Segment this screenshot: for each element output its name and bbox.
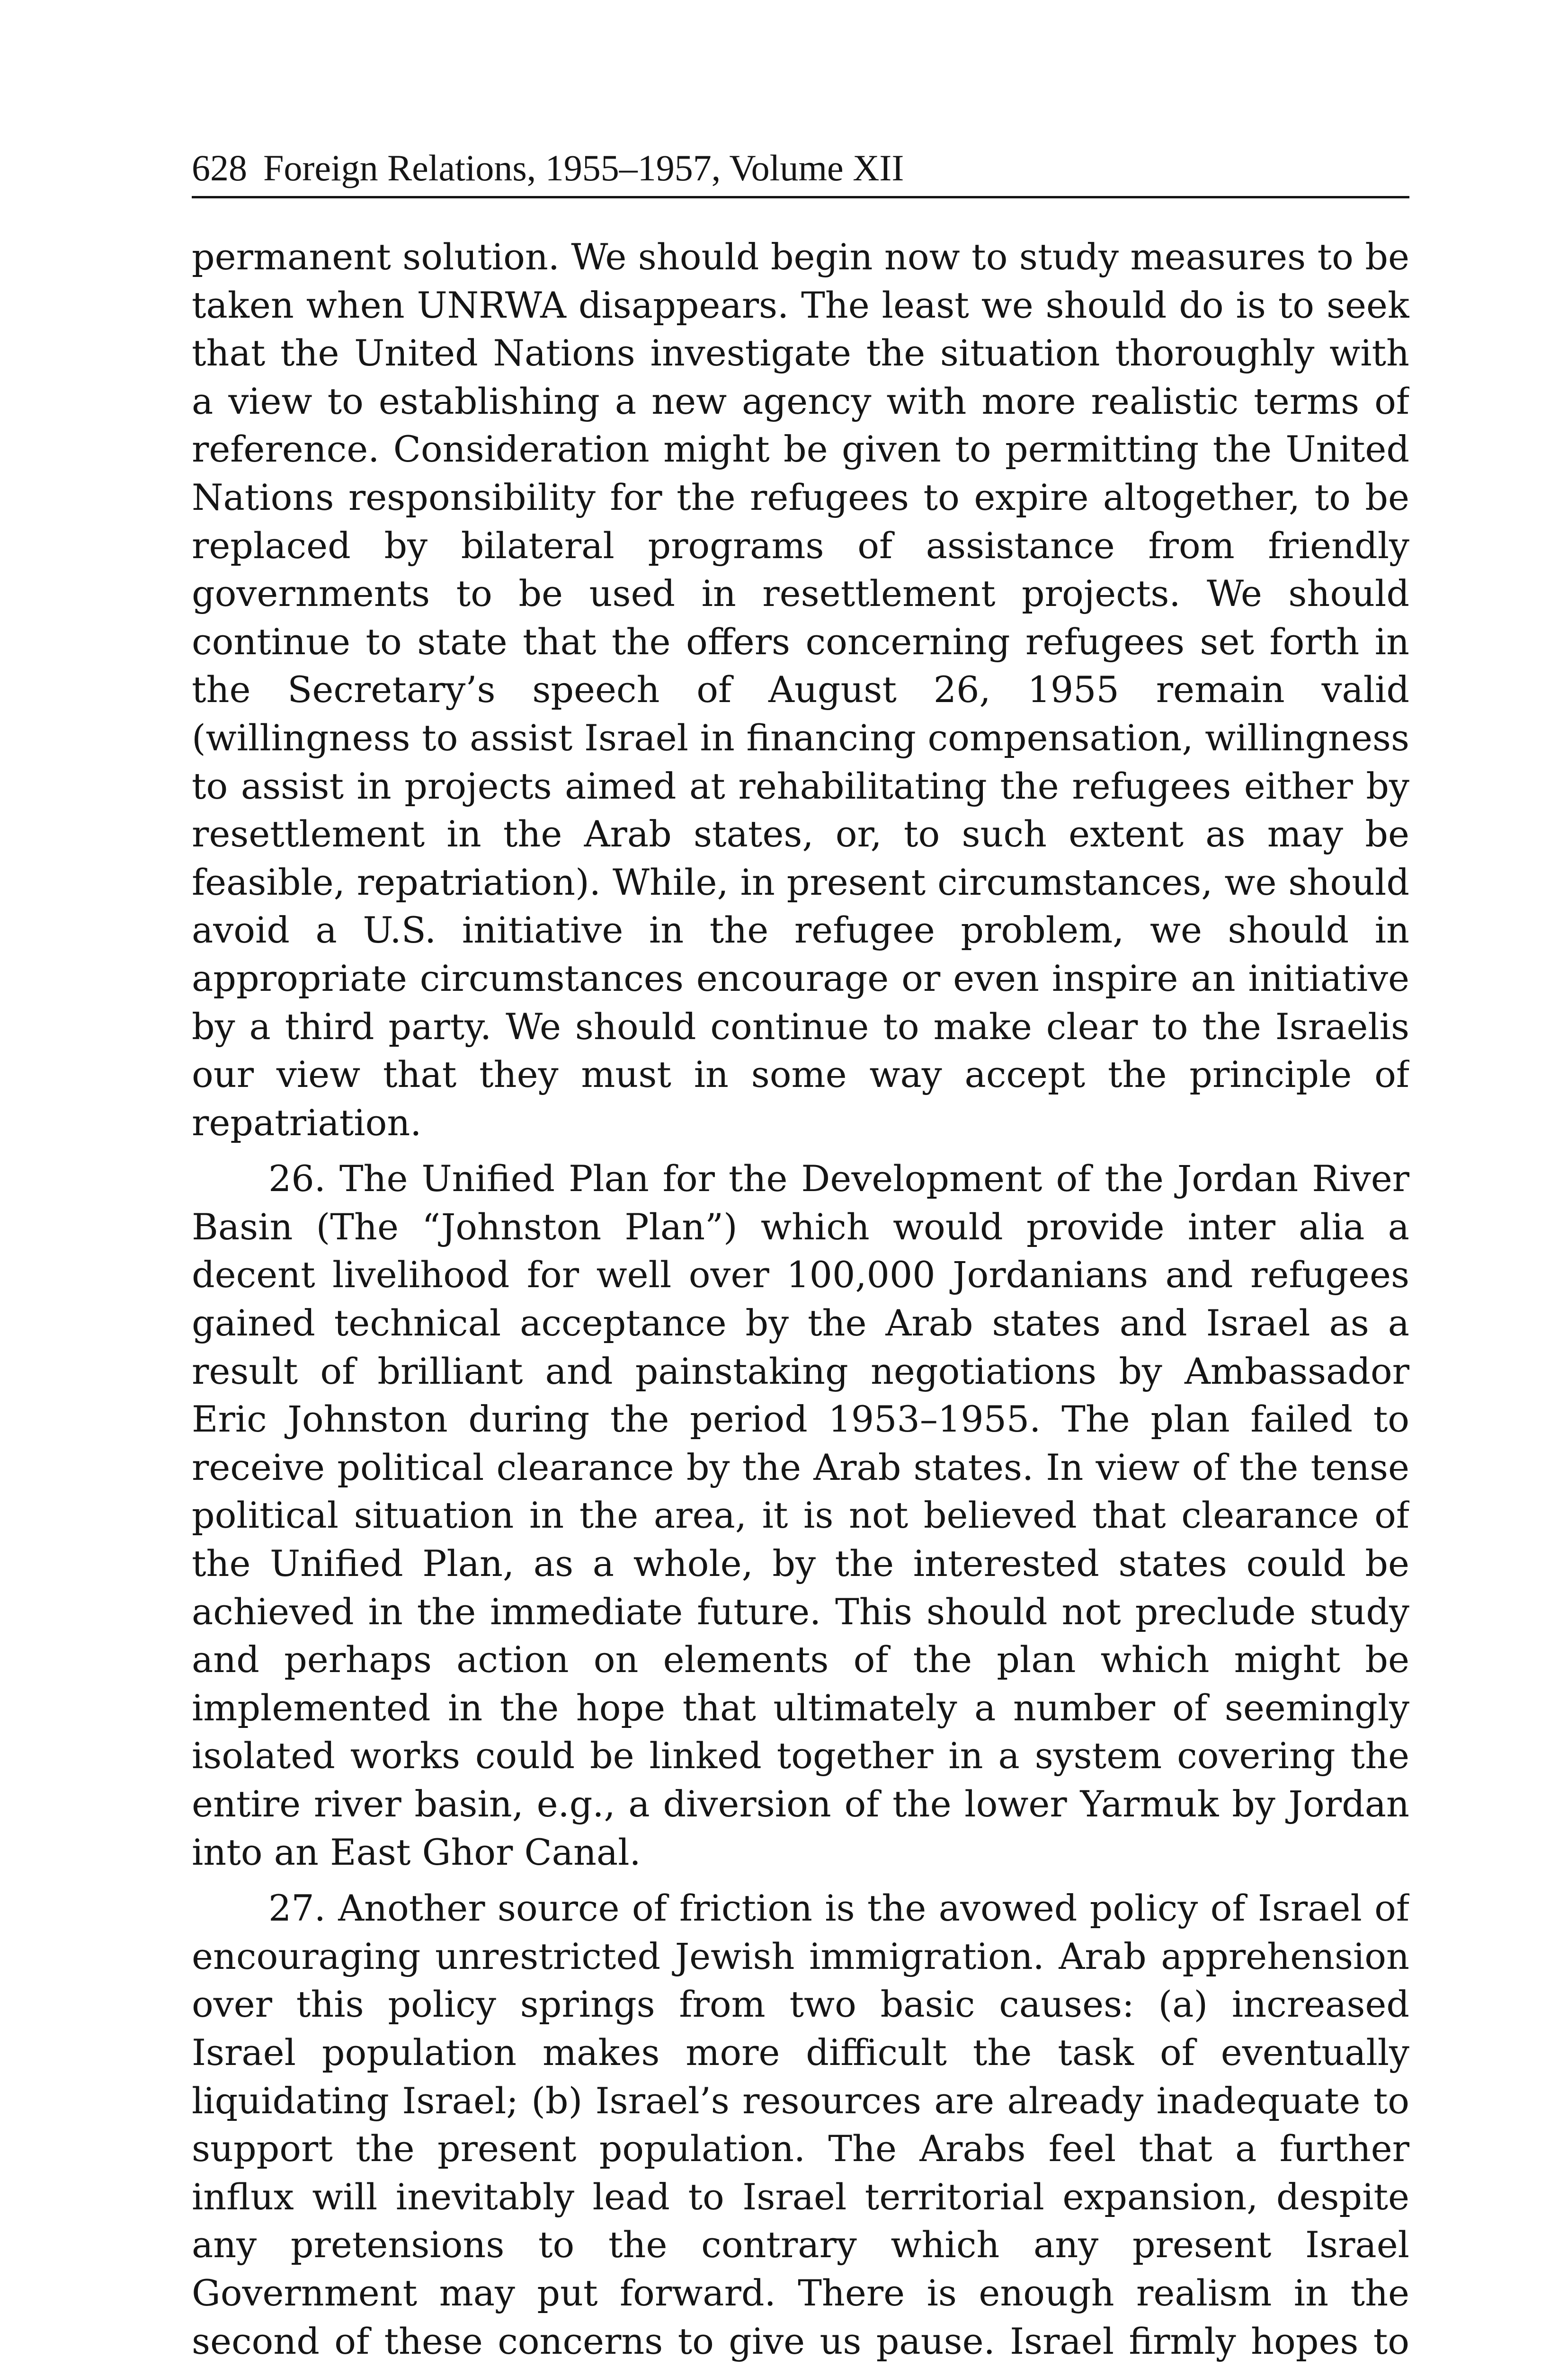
paragraph-26 (192, 1155, 1409, 1876)
running-header (192, 144, 1409, 198)
paragraph-text: 26. The Unified Plan for the Development of the Jordan River Basin (The “Johnston Plan”) which would provide inter alia a decent livelihood for well over 100,000 Jordanians and refugees gained technical acceptance by the Arab states and Israel as a result of brilliant and painstaking negotiations by Ambassador Eric Johnston during the period 1953–1955. The plan failed to receive political clearance by the Arab states. In view of the tense political situation in the area, it is not believed that clearance of the Unified Plan, as a whole, by the interested states could be achieved in the immediate future. This should not preclude study and perhaps action on elements of the plan which might be implemented in the hope that ultimately a number of seemingly isolated works could be linked together in a system covering the entire river basin, e.g., a diversion of the lower Yarmuk by Jordan into an East Ghor Canal. (192, 1157, 1409, 1873)
body-text (192, 233, 1409, 2367)
paragraph-27 (192, 1884, 1409, 2367)
paragraph-continued (192, 233, 1409, 1147)
paragraph-text: permanent solution. We should begin now to study measures to be taken when UNRWA disappears. The least we should do is to seek that the United Nations investigate the situation thoroughly with a view to establishing a new agency with more realistic terms of reference. Consideration might be given to permitting the United Nations responsibility for the refugees to expire altogether, to be replaced by bilateral programs of assistance from friendly governments to be used in resettlement projects. We should continue to state that the offers concerning refugees set forth in the Secretary’s speech of August 26, 1955 remain valid (willingness to assist Israel in financing compensation, willingness to assist in projects aimed at rehabilitating the refugees either by resettlement in the Arab states, or, to such extent as may be feasible, repatriation). While, in present circumstances, we should avoid a U.S. initiative in the refugee problem, we should in appropriate circumstances encourage or even inspire an initiative by a third party. We should continue to make clear to the Israelis our view that they must in some way accept the principle of repatriation. (192, 236, 1409, 1144)
volume-title: Foreign Relations, 1955–1957, Volume XII (263, 147, 904, 188)
page-number: 628 (192, 147, 247, 188)
paragraph-text: 27. Another source of friction is the avowed policy of Israel of encouraging unrestricted Jewish immigration. Arab apprehension over this policy springs from two basic causes: (a) increased Israel population makes more difficult the task of eventually liquidating Israel; (b) Israel’s resources are already inadequate to support the present population. The Arabs feel that a further influx will inevitably lead to Israel territorial expansion, despite any pretensions to the contrary which any present Israel Government may put forward. There is enough realism in the second of these concerns to give us pause. Israel firmly hopes to (192, 1887, 1409, 2362)
